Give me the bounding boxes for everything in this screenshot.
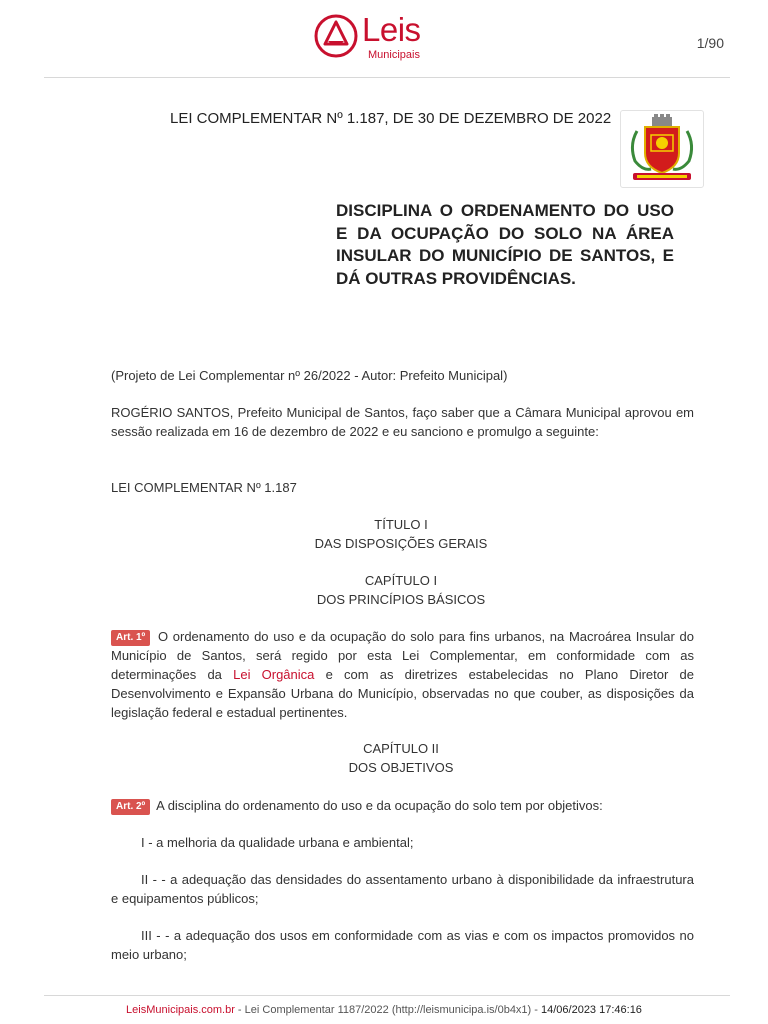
article-2 [111,796,694,815]
list-item: I - a melhoria da qualidade urbana e ambiental; [141,835,414,850]
chapter-name: DOS PRINCÍPIOS BÁSICOS [316,592,486,607]
law-label: LEI COMPLEMENTAR Nº 1.187 [111,480,297,495]
article-badge[interactable]: Art. 1º [111,630,150,646]
santos-coat-of-arms-icon [620,110,704,188]
chapter-heading: CAPÍTULO II [363,741,439,756]
title-heading: TÍTULO I [374,517,428,532]
article-badge[interactable]: Art. 2º [111,799,150,815]
footer-site-link[interactable]: LeisMunicipais.com.br [126,1004,235,1016]
page-footer [0,1004,768,1016]
list-item: II - - a adequação das densidades do assentamento urbano à disponibilidade da infraestrutura e equipamentos públicos; [111,872,694,906]
page-number: 1/90 [696,35,724,51]
project-note: (Projeto de Lei Complementar nº 26/2022 - Autor: Prefeito Municipal) [111,368,508,383]
law-summary: DISCIPLINA O ORDENAMENTO DO USO E DA OCUPAÇÃO DO SOLO NA ÁREA INSULAR DO MUNICÍPIO DE SANTOS, E DÁ OUTRAS PROVIDÊNCIAS. [336,201,674,288]
article-1 [111,627,694,722]
leis-municipais-logo[interactable] [314,11,452,62]
article-1-text-end: e com as diretrizes estabelecidas no Plano Diretor de Desenvolvimento e Expansão Urbana do Município, observadas no que couber, as disposições da legislação federal e estadual pertinentes. [111,667,694,720]
logo-wordmark: Leis [362,11,421,48]
lei-organica-link[interactable]: Lei Orgânica [233,667,315,682]
law-title: LEI COMPLEMENTAR Nº 1.187, DE 30 DE DEZEMBRO DE 2022 [170,110,612,127]
scales-of-justice-icon [314,14,358,58]
article-2-text: A disciplina do ordenamento do uso e da ocupação do solo tem por objetivos: [156,798,603,813]
chapter-name: DOS OBJETIVOS [348,760,454,775]
chapter-heading: CAPÍTULO I [364,573,438,588]
header-divider [44,77,730,78]
footer-law-reference: - Lei Complementar 1187/2022 (http://leismunicipa.is/0b4x1) - [234,1004,541,1016]
preamble: ROGÉRIO SANTOS, Prefeito Municipal de Santos, faço saber que a Câmara Municipal aprovou em sessão realizada em 16 de dezembro de 2022 e eu sanciono e promulgo a seguinte: [111,405,694,439]
title-name: DAS DISPOSIÇÕES GERAIS [314,536,488,551]
footer-timestamp: 14/06/2023 17:46:16 [541,1004,642,1016]
article-1-text-start: O ordenamento do uso e da ocupação do solo para fins urbanos, na Macroárea Insular do Município de Santos, será regido por esta Lei Complementar, em conformidade com as determinações da [111,629,694,682]
list-item: III - - a adequação dos usos em conformidade com as vias e com os impactos promovidos no meio urbano; [111,928,694,962]
logo-subtitle: Municipais [368,49,420,61]
footer-divider [44,995,730,996]
